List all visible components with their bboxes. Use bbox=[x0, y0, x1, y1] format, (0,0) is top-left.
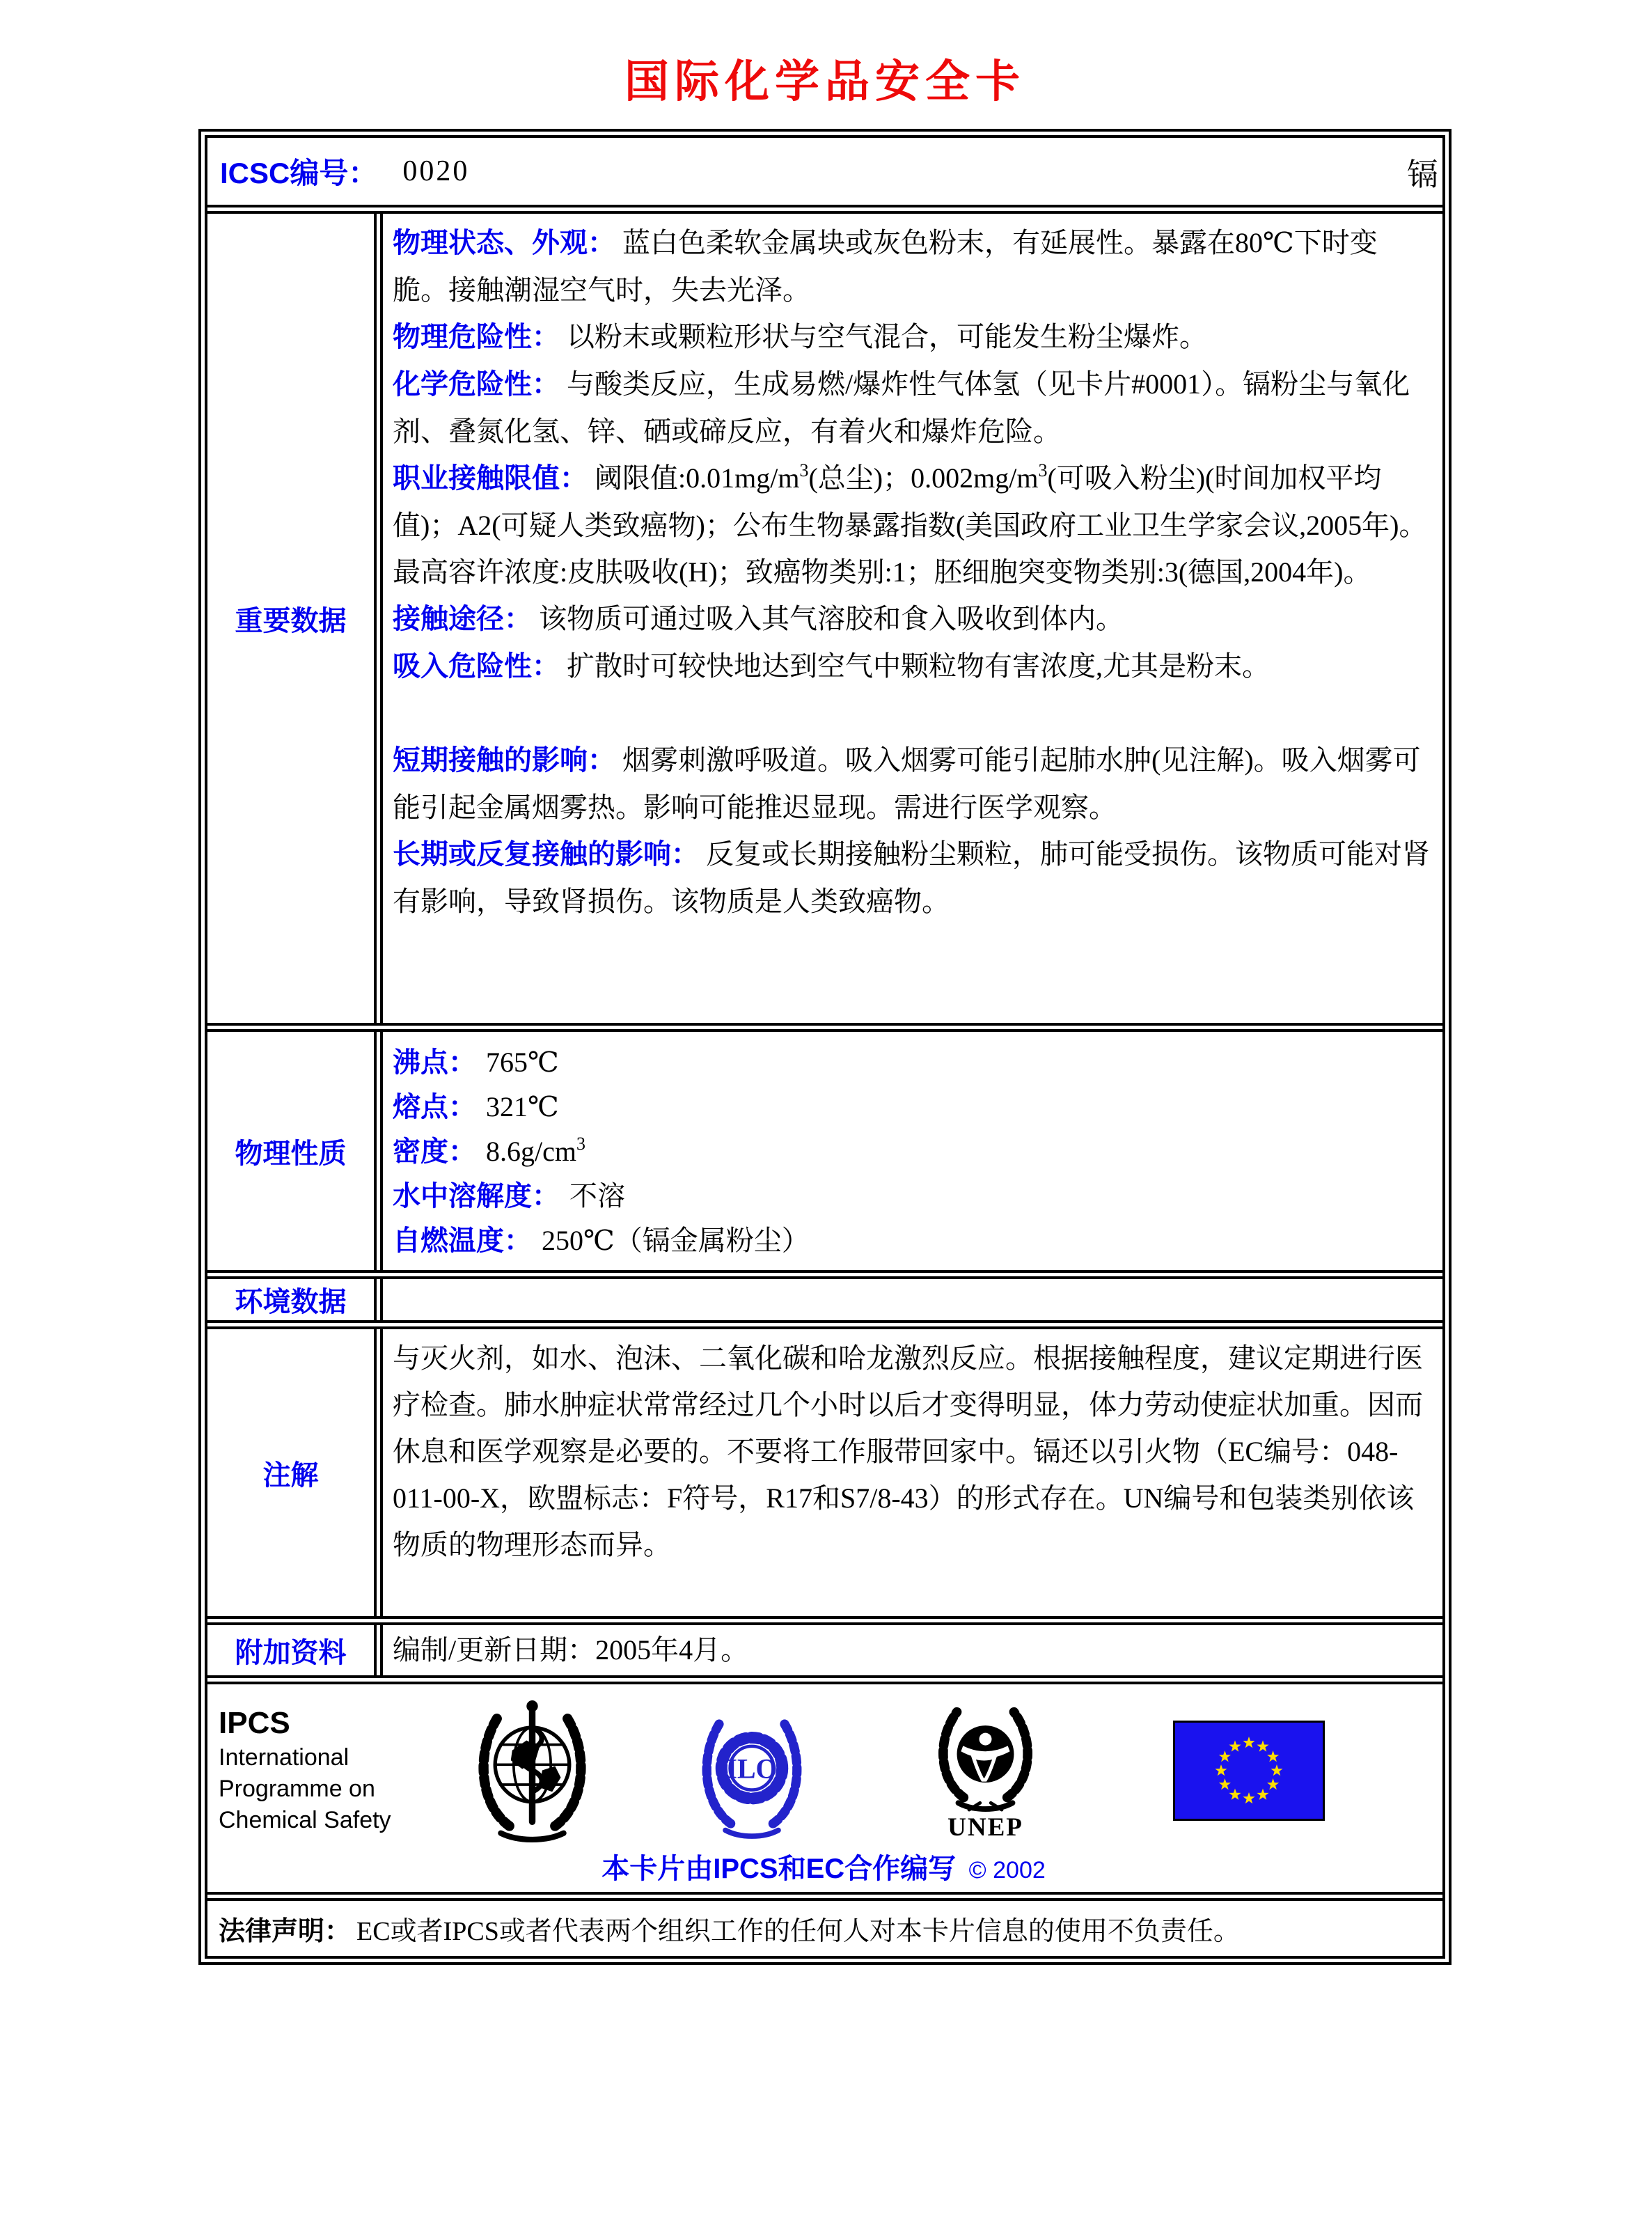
section-label-cell-physical-properties bbox=[207, 1032, 383, 1270]
field-text: (总尘)；0.002mg/m bbox=[808, 462, 1039, 494]
field-value: 321℃ bbox=[486, 1091, 559, 1122]
property-boiling-point bbox=[393, 1040, 1433, 1085]
important-data-content bbox=[383, 214, 1442, 1023]
field-label: 水中溶解度： bbox=[393, 1181, 560, 1212]
section-label-cell-environmental-data bbox=[207, 1279, 383, 1320]
field-label: 熔点： bbox=[393, 1092, 476, 1122]
icsc-number-value: 0020 bbox=[402, 155, 470, 187]
footer-row bbox=[207, 1675, 1442, 1892]
additional-info-content bbox=[383, 1625, 1442, 1675]
field-label: 长期或反复接触的影响： bbox=[393, 839, 699, 870]
paragraph-short-term-effects bbox=[393, 737, 1433, 831]
ipcs-programme-line: International bbox=[219, 1744, 349, 1771]
field-text: 阈限值:0.01mg/m bbox=[595, 462, 800, 494]
field-value: 8.6g/cm bbox=[486, 1136, 576, 1167]
icsc-header-row bbox=[207, 138, 1442, 205]
important-data-row bbox=[207, 205, 1442, 1023]
environmental-data-content bbox=[383, 1279, 1442, 1320]
superscript: 3 bbox=[1038, 460, 1048, 480]
credit-text: 本卡片由IPCS和EC合作编写 bbox=[601, 1854, 957, 1884]
field-label: 物理危险性： bbox=[393, 322, 560, 352]
ilo-letters: ILO bbox=[726, 1752, 778, 1784]
paragraph-routes-of-exposure bbox=[393, 595, 1433, 643]
section-label-cell-important-data bbox=[207, 214, 383, 1023]
environmental-data-row bbox=[207, 1270, 1442, 1320]
paragraph-inhalation-risk bbox=[393, 643, 1433, 690]
paragraph-long-term-effects bbox=[393, 831, 1433, 925]
field-text: 与酸类反应，生成易燃/爆炸性气体氢（见卡片#0001）。镉粉尘与氧化剂、叠氮化氢、锌、硒或碲反应，有着火和爆炸危险。 bbox=[393, 368, 1410, 447]
section-label-cell-notes bbox=[207, 1329, 383, 1616]
additional-info-text: 编制/更新日期：2005年4月。 bbox=[393, 1634, 749, 1666]
credit-year: © 2002 bbox=[968, 1857, 1046, 1883]
credit-line bbox=[219, 1847, 1429, 1886]
field-label: 接触途径： bbox=[393, 604, 532, 634]
field-label: 短期接触的影响： bbox=[393, 745, 615, 776]
paragraph-occupational-exposure-limits bbox=[393, 455, 1433, 595]
ipcs-programme-line: Chemical Safety bbox=[219, 1807, 391, 1833]
legal-notice-label: 法律声明： bbox=[219, 1917, 352, 1946]
notes-row bbox=[207, 1320, 1442, 1616]
field-label: 物理状态、外观： bbox=[393, 228, 615, 258]
physical-properties-content bbox=[383, 1032, 1442, 1270]
field-text: (可吸入粉尘)(时间加权平均值)；A2(可疑人类致癌物)；公布生物暴露指数(美国政府工业卫生学家会议,2005年)。最高容许浓度:皮肤吸收(H)；致癌物类别:1；胚细胞突变物类别:3(德国,2004年)。 bbox=[393, 462, 1427, 588]
blank-line bbox=[393, 690, 1433, 737]
section-label-environmental-data: 环境数据 bbox=[235, 1287, 347, 1317]
field-text: 该物质可通过吸入其气溶胶和食入吸收到体内。 bbox=[539, 603, 1124, 634]
ipcs-text-block bbox=[219, 1705, 407, 1836]
section-label-physical-properties: 物理性质 bbox=[235, 1138, 347, 1169]
field-label: 职业接触限值： bbox=[393, 463, 588, 494]
ilo-emblem-icon bbox=[686, 1701, 818, 1840]
notes-text: 与灭火剂，如水、泡沫、二氧化碳和哈龙激烈反应。根据接触程度，建议定期进行医疗检查。肺水肿症状常常经过几个小时以后才变得明显，体力劳动使症状加重。因而休息和医学观察是必要的。不要将工作服带回家中。镉还以引火物（EC编号：048-011-00-X，欧盟标志：F符号，R17和S7/8-43）的形式存在。UN编号和包装类别依该物质的物理形态而异。 bbox=[393, 1342, 1423, 1560]
unep-emblem-icon bbox=[918, 1702, 1053, 1838]
property-autoignition-temperature bbox=[393, 1219, 1433, 1263]
superscript: 3 bbox=[576, 1134, 585, 1154]
substance-name: 镉 bbox=[1406, 157, 1438, 192]
paragraph-chemical-dangers bbox=[393, 361, 1433, 455]
field-text: 烟雾刺激呼吸道。吸入烟雾可能引起肺水肿(见注解)。吸入烟雾可能引起金属烟雾热。影响可能推迟显现。需进行医学观察。 bbox=[393, 744, 1421, 823]
ipcs-programme-line: Programme on bbox=[219, 1776, 375, 1802]
icsc-number-label: ICSC编号： bbox=[220, 157, 378, 189]
section-label-cell-additional-info bbox=[207, 1625, 383, 1675]
physical-properties-row bbox=[207, 1023, 1442, 1270]
section-label-additional-info: 附加资料 bbox=[235, 1637, 347, 1668]
legal-notice-text: EC或者IPCS或者代表两个组织工作的任何人对本卡片信息的使用不负责任。 bbox=[356, 1917, 1240, 1946]
field-value: 250℃（镉金属粉尘） bbox=[542, 1225, 810, 1256]
additional-info-row bbox=[207, 1616, 1442, 1675]
property-melting-point bbox=[393, 1085, 1433, 1129]
property-water-solubility bbox=[393, 1174, 1433, 1219]
organisation-logos bbox=[219, 1695, 1429, 1845]
property-density bbox=[393, 1129, 1433, 1174]
who-emblem-icon bbox=[461, 1695, 604, 1845]
section-label-notes: 注解 bbox=[262, 1459, 319, 1491]
field-value: 765℃ bbox=[486, 1047, 559, 1078]
ipcs-acronym: IPCS bbox=[219, 1706, 290, 1740]
field-text: 蓝白色柔软金属块或灰色粉末，有延展性。暴露在80℃下时变脆。接触潮湿空气时，失去光泽。 bbox=[393, 227, 1378, 306]
field-label: 自燃温度： bbox=[393, 1225, 532, 1256]
paragraph-physical-state-appearance bbox=[393, 219, 1433, 313]
field-label: 沸点： bbox=[393, 1047, 476, 1078]
section-label-important-data: 重要数据 bbox=[235, 605, 347, 636]
field-label: 密度： bbox=[393, 1136, 476, 1167]
safety-card-table bbox=[198, 129, 1452, 1965]
legal-notice-row bbox=[207, 1892, 1442, 1956]
unep-letters: UNEP bbox=[947, 1813, 1023, 1838]
field-label: 化学危险性： bbox=[393, 369, 560, 400]
field-label: 吸入危险性： bbox=[393, 651, 560, 682]
superscript: 3 bbox=[799, 460, 809, 480]
eu-flag-icon bbox=[1173, 1721, 1325, 1821]
notes-content bbox=[383, 1329, 1442, 1616]
field-text: 扩散时可较快地达到空气中颗粒物有害浓度,尤其是粉末。 bbox=[567, 650, 1270, 682]
field-text: 以粉末或颗粒形状与空气混合，可能发生粉尘爆炸。 bbox=[567, 321, 1207, 352]
field-text: 反复或长期接触粉尘颗粒，肺可能受损伤。该物质可能对肾有影响，导致肾损伤。该物质是人类致癌物。 bbox=[393, 838, 1430, 917]
paragraph-physical-dangers bbox=[393, 313, 1433, 361]
page-title: 国际化学品安全卡 bbox=[624, 57, 1025, 107]
field-value: 不溶 bbox=[569, 1180, 625, 1212]
